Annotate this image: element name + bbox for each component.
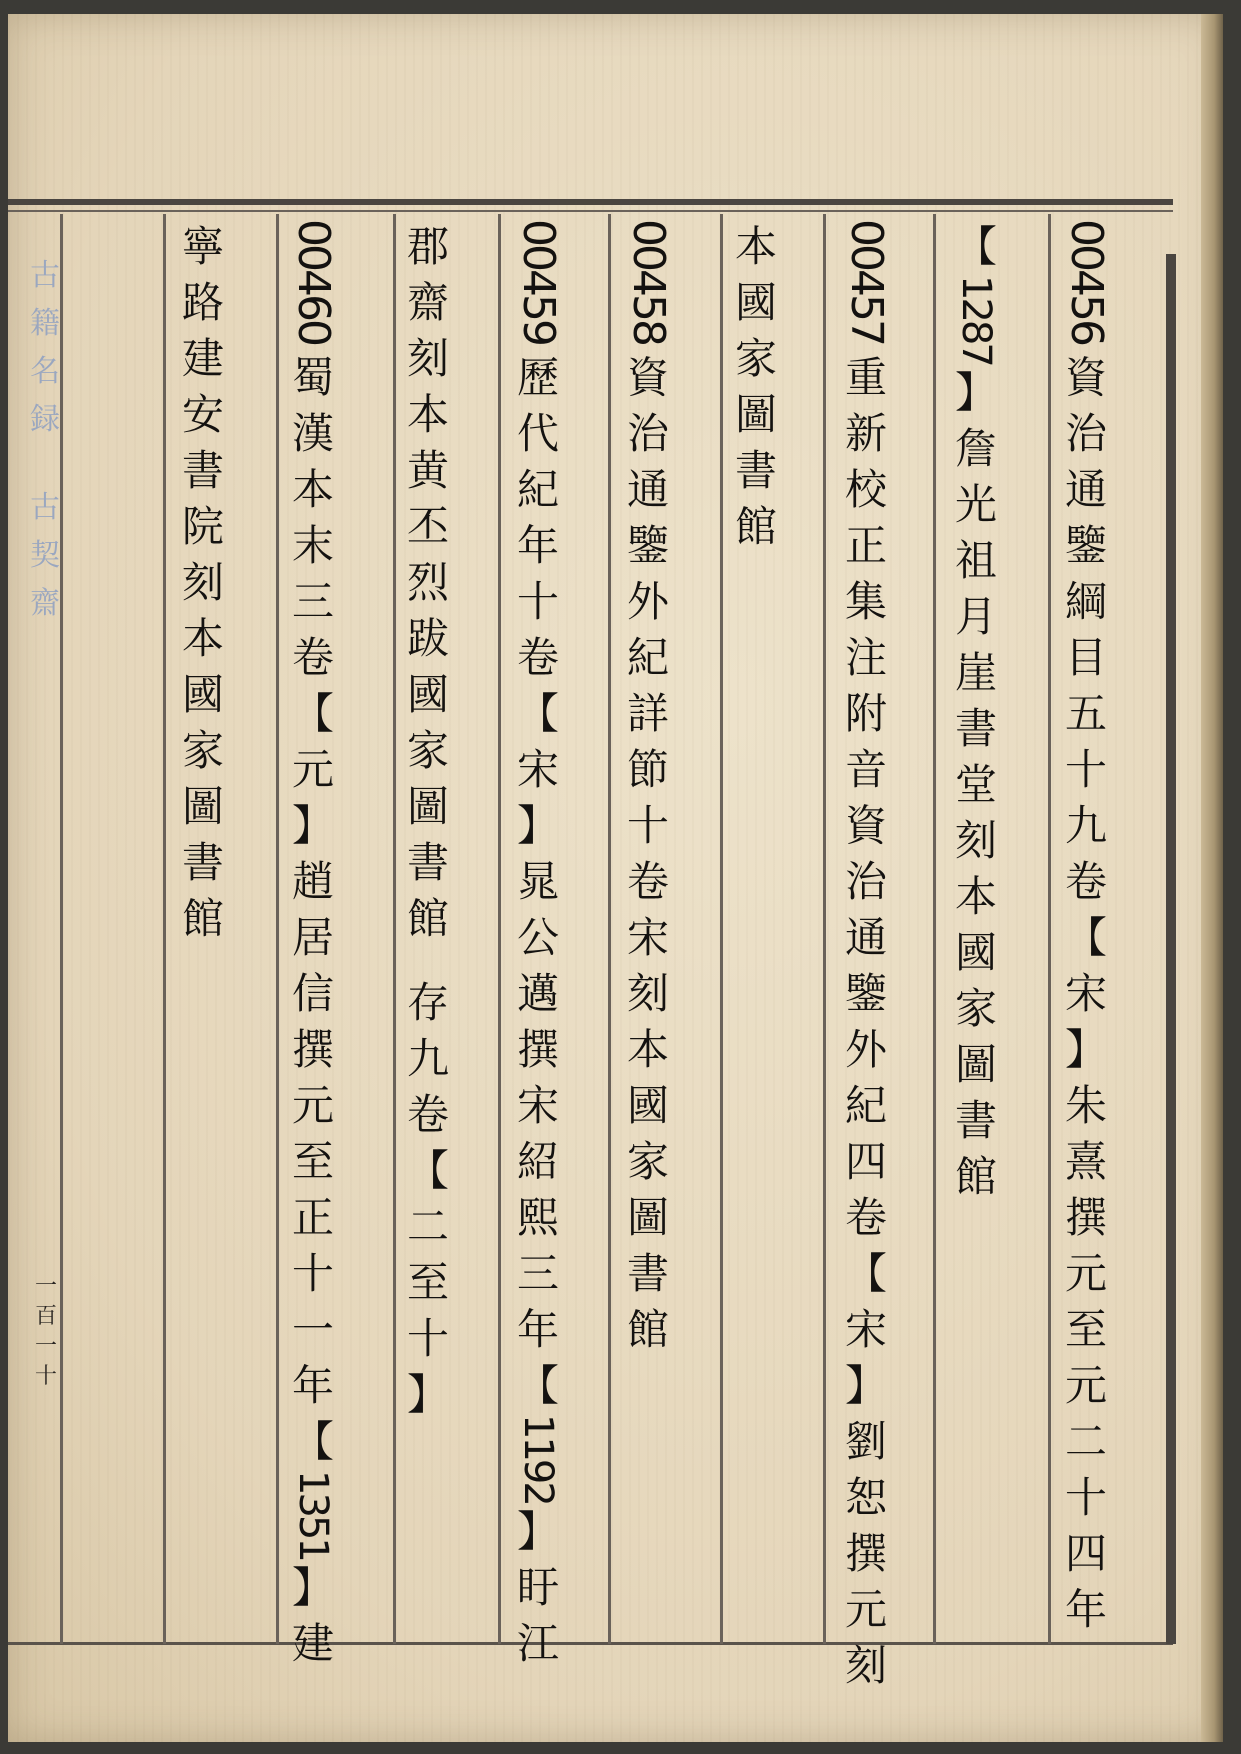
text-char: 邁 <box>516 968 559 1018</box>
text-char: 館 <box>406 894 449 943</box>
text-char: 末 <box>291 520 334 570</box>
text-char: 院 <box>181 502 224 551</box>
text-char: 本 <box>406 390 449 439</box>
text-char: 元 <box>291 744 334 794</box>
book-page <box>8 14 1223 1742</box>
frame-top-border <box>8 199 1173 205</box>
margin-char: 契 <box>30 538 60 573</box>
text-char: 館 <box>734 502 777 551</box>
text-char: 書 <box>406 838 449 887</box>
bracket-close: 】 <box>954 367 997 417</box>
column-rule <box>608 214 611 1644</box>
book-spine <box>1201 14 1223 1742</box>
text-char: 卷 <box>516 632 559 682</box>
text-char: 詹 <box>954 423 997 473</box>
catalog-column <box>278 219 348 1672</box>
margin-char: 録 <box>30 402 60 437</box>
frame-right-border <box>1166 254 1176 1644</box>
text-char: 宋 <box>516 1080 559 1130</box>
text-char: 書 <box>626 1248 669 1298</box>
text-char: 年 <box>516 520 559 570</box>
text-char: 館 <box>954 1151 997 1201</box>
text-char: 建 <box>181 334 224 383</box>
text-char: 紀 <box>516 464 559 514</box>
text-char: 丕 <box>406 502 449 551</box>
text-char: 九 <box>1064 800 1107 850</box>
text-char: 代 <box>516 408 559 458</box>
text-char: 資 <box>626 352 669 402</box>
catalog-column <box>168 219 238 947</box>
text-char: 本 <box>626 1024 669 1074</box>
margin-char: 名 <box>30 354 60 389</box>
text-char: 圖 <box>626 1192 669 1242</box>
text-char: 圖 <box>954 1039 997 1089</box>
text-char: 撰 <box>844 1528 887 1578</box>
text-char: 寧 <box>181 222 224 271</box>
text-char: 江 <box>516 1618 559 1668</box>
text-char: 家 <box>954 983 997 1033</box>
text-char: 至 <box>1064 1304 1107 1354</box>
text-char: 熹 <box>1064 1136 1107 1186</box>
catalog-column <box>941 219 1011 1205</box>
text-char: 卷 <box>291 632 334 682</box>
text-char: 正 <box>291 1192 334 1242</box>
text-char: 十 <box>406 1314 449 1363</box>
text-char: 郡 <box>406 222 449 271</box>
text-char: 恕 <box>844 1472 887 1522</box>
text-char: 居 <box>291 912 334 962</box>
text-char: 本 <box>954 871 997 921</box>
text-char: 二 <box>1064 1416 1107 1466</box>
page-number-char: 一 <box>34 1334 57 1359</box>
catalog-column <box>613 219 683 1358</box>
text-char: 崖 <box>954 647 997 697</box>
column-rule <box>933 214 936 1644</box>
text-char: 治 <box>844 856 887 906</box>
text-char: 建 <box>291 1618 334 1668</box>
text-char: 存 <box>406 978 449 1027</box>
text-char: 撰 <box>291 1024 334 1074</box>
text-char: 祖 <box>954 535 997 585</box>
text-char: 至 <box>291 1136 334 1186</box>
text-char: 重 <box>844 352 887 402</box>
text-char: 撰 <box>516 1024 559 1074</box>
margin-char: 齋 <box>30 586 60 621</box>
text-char: 館 <box>626 1304 669 1354</box>
text-char: 漢 <box>291 408 334 458</box>
text-char: 宋 <box>1064 968 1107 1018</box>
text-char: 國 <box>181 670 224 719</box>
text-char: 烈 <box>406 558 449 607</box>
margin-char: 古 <box>30 258 60 293</box>
text-char: 【 <box>844 1248 887 1298</box>
text-char: 蜀 <box>291 352 334 402</box>
text-char: 年 <box>516 1304 559 1354</box>
text-char: 朱 <box>1064 1080 1107 1130</box>
text-char: 通 <box>844 912 887 962</box>
text-char: 新 <box>844 408 887 458</box>
text-char: 書 <box>181 446 224 495</box>
page-number <box>26 1272 66 1392</box>
text-char: 綱 <box>1064 576 1107 626</box>
text-char: 年 <box>291 1360 334 1410</box>
entry-number: 00459 <box>513 219 564 344</box>
text-char: 紀 <box>844 1080 887 1130</box>
text-char: 十 <box>291 1248 334 1298</box>
text-char: 圖 <box>406 782 449 831</box>
text-char: 四 <box>844 1136 887 1186</box>
bracket-year <box>285 1414 341 1616</box>
bracket-close: 】 <box>291 1562 334 1612</box>
text-char: 堂 <box>954 759 997 809</box>
text-char: 國 <box>626 1080 669 1130</box>
text-char: 家 <box>626 1136 669 1186</box>
text-char: 刻 <box>954 815 997 865</box>
text-char: 晁 <box>516 856 559 906</box>
text-char: 三 <box>516 1248 559 1298</box>
text-char: 四 <box>1064 1528 1107 1578</box>
text-char: 注 <box>844 632 887 682</box>
text-char: 正 <box>844 520 887 570</box>
text-char: 紀 <box>626 632 669 682</box>
text-char: 月 <box>954 591 997 641</box>
text-char: 】 <box>844 1360 887 1410</box>
entry-number: 00456 <box>1061 219 1112 344</box>
column-rule <box>163 214 166 1644</box>
text-char: 二 <box>406 1202 449 1251</box>
bracket-year <box>948 219 1004 421</box>
column-rule <box>498 214 501 1644</box>
text-char: 鑒 <box>844 968 887 1018</box>
text-char: 十 <box>516 576 559 626</box>
text-char: 趙 <box>291 856 334 906</box>
text-char: 一 <box>291 1304 334 1354</box>
entry-number: 00460 <box>288 219 339 344</box>
bracket-open: 【 <box>954 222 997 271</box>
text-char: 齋 <box>406 278 449 327</box>
frame-bottom-border <box>8 1642 1173 1645</box>
entry-number: 00458 <box>623 219 674 344</box>
text-char: 卷 <box>406 1090 449 1139</box>
text-char: 元 <box>291 1080 334 1130</box>
text-char: 治 <box>1064 408 1107 458</box>
text-char: 【 <box>1064 912 1107 962</box>
text-char: 國 <box>406 670 449 719</box>
text-char: 紹 <box>516 1136 559 1186</box>
text-char: 館 <box>181 894 224 943</box>
year-number: 1192 <box>515 1413 561 1504</box>
text-char: 書 <box>954 703 997 753</box>
page-number-char: 百 <box>34 1304 57 1329</box>
page-number-char: 十 <box>34 1364 57 1389</box>
text-char: 光 <box>954 479 997 529</box>
text-char: 宋 <box>516 744 559 794</box>
text-char: 資 <box>844 800 887 850</box>
catalog-column <box>393 219 463 1423</box>
text-char: 九 <box>406 1034 449 1083</box>
text-char: 】 <box>1064 1024 1107 1074</box>
text-char: 鑒 <box>1064 520 1107 570</box>
text-char: 卷 <box>626 856 669 906</box>
text-char: 目 <box>1064 632 1107 682</box>
text-char: 信 <box>291 968 334 1018</box>
text-char: 資 <box>1064 352 1107 402</box>
text-char: 劉 <box>844 1416 887 1466</box>
text-char: 外 <box>844 1024 887 1074</box>
bracket-year <box>510 1358 566 1560</box>
text-char: 宋 <box>844 1304 887 1354</box>
text-char: 通 <box>626 464 669 514</box>
text-char: 書 <box>954 1095 997 1145</box>
catalog-column <box>503 219 573 1672</box>
text-char: 本 <box>181 614 224 663</box>
text-char: 刻 <box>626 968 669 1018</box>
text-char: 【 <box>406 1146 449 1195</box>
text-char: 公 <box>516 912 559 962</box>
margin-char: 古 <box>30 490 60 525</box>
bracket-open: 【 <box>291 1416 334 1466</box>
text-char: 刻 <box>844 1640 887 1690</box>
text-char: 圖 <box>181 782 224 831</box>
margin-label <box>20 252 70 628</box>
entry-number: 00457 <box>841 219 892 344</box>
text-char: 校 <box>844 464 887 514</box>
text-char: 路 <box>181 278 224 327</box>
text-char: 元 <box>1064 1248 1107 1298</box>
text-char: 三 <box>291 576 334 626</box>
bracket-open: 【 <box>516 1360 559 1410</box>
text-char: 本 <box>291 464 334 514</box>
text-char: 元 <box>1064 1360 1107 1410</box>
catalog-column <box>1051 219 1121 1638</box>
year-number: 1351 <box>290 1469 336 1560</box>
text-char: 至 <box>406 1258 449 1307</box>
text-char: 書 <box>734 446 777 495</box>
frame-top-inner-border <box>8 210 1173 212</box>
text-char: 國 <box>734 278 777 327</box>
text-char: 安 <box>181 390 224 439</box>
text-char: 卷 <box>844 1192 887 1242</box>
page-number-char: 一 <box>34 1274 57 1299</box>
text-char: 宋 <box>626 912 669 962</box>
text-char: 年 <box>1064 1584 1107 1634</box>
text-char: 】 <box>291 800 334 850</box>
text-char: 元 <box>844 1584 887 1634</box>
text-char: 國 <box>954 927 997 977</box>
text-char: 外 <box>626 576 669 626</box>
margin-char: 籍 <box>30 306 60 341</box>
text-char: 五 <box>1064 688 1107 738</box>
text-char: 跋 <box>406 614 449 663</box>
text-char: 】 <box>406 1370 449 1419</box>
text-char: 【 <box>291 688 334 738</box>
text-char: 刻 <box>406 334 449 383</box>
text-char: 鑒 <box>626 520 669 570</box>
catalog-column <box>831 219 901 1694</box>
text-char: 治 <box>626 408 669 458</box>
text-char: 卷 <box>1064 856 1107 906</box>
text-char: 圖 <box>734 390 777 439</box>
text-char: 刻 <box>181 558 224 607</box>
text-char: 附 <box>844 688 887 738</box>
text-char: 十 <box>1064 744 1107 794</box>
text-char: 歷 <box>516 352 559 402</box>
text-char: 節 <box>626 744 669 794</box>
year-number: 1287 <box>953 275 999 365</box>
text-char: 集 <box>844 576 887 626</box>
text-char: 黄 <box>406 446 449 495</box>
text-char: 家 <box>734 334 777 383</box>
bracket-close: 】 <box>516 1506 559 1556</box>
text-char: 音 <box>844 744 887 794</box>
text-char: 】 <box>516 800 559 850</box>
text-char: 十 <box>1064 1472 1107 1522</box>
column-rule <box>823 214 826 1644</box>
text-char: 家 <box>406 726 449 775</box>
text-char: 家 <box>181 726 224 775</box>
text-char: 【 <box>516 688 559 738</box>
text-char: 十 <box>626 800 669 850</box>
text-char: 通 <box>1064 464 1107 514</box>
text-char: 盱 <box>516 1562 559 1612</box>
text-char: 詳 <box>626 688 669 738</box>
catalog-column <box>721 219 791 555</box>
text-char: 熙 <box>516 1192 559 1242</box>
text-char: 撰 <box>1064 1192 1107 1242</box>
text-char: 本 <box>734 222 777 271</box>
text-char: 書 <box>181 838 224 887</box>
